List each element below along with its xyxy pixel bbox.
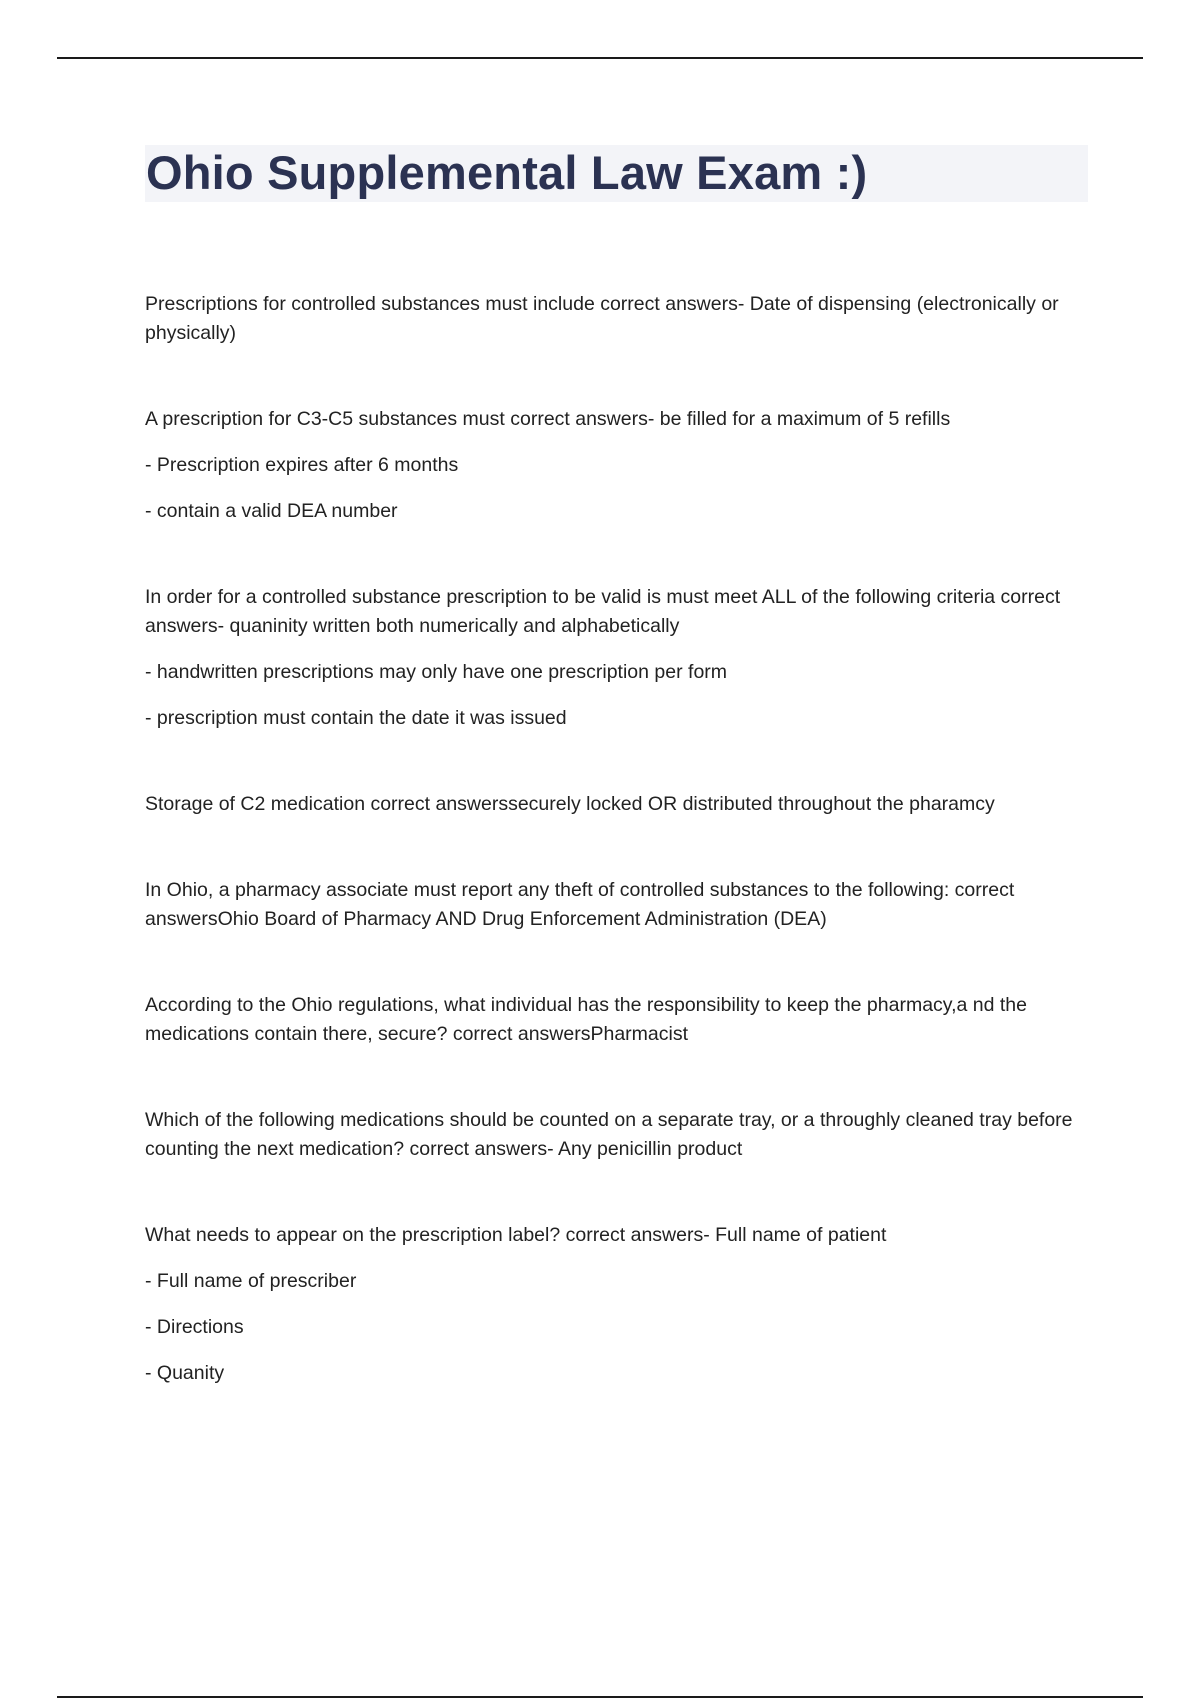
qa-entry-6 — [145, 991, 1090, 1049]
qa-bullet: - Prescription expires after 6 months — [145, 454, 459, 476]
document-body — [145, 290, 1090, 1445]
page-title: Ohio Supplemental Law Exam :) — [146, 146, 868, 199]
qa-bullet: - handwritten prescriptions may only have one prescription per form — [145, 661, 728, 683]
qa-entry-8 — [145, 1221, 1090, 1388]
qa-bullet: - Directions — [145, 1316, 244, 1338]
top-divider — [57, 57, 1143, 59]
qa-bullet: - Full name of prescriber — [145, 1270, 357, 1292]
qa-entry-1 — [145, 290, 1090, 348]
qa-entry-5 — [145, 876, 1090, 934]
qa-bullet: - prescription must contain the date it was issued — [145, 707, 567, 729]
qa-entry-7 — [145, 1106, 1090, 1164]
qa-text: Storage of C2 medication correct answerssecurely locked OR distributed throughout the pharamcy — [145, 793, 995, 815]
qa-bullet: - contain a valid DEA number — [145, 500, 398, 522]
qa-text: A prescription for C3-C5 substances must correct answers- be filled for a maximum of 5 refills — [145, 408, 951, 430]
qa-entry-2 — [145, 405, 1090, 526]
qa-entry-4 — [145, 790, 1090, 819]
qa-entry-3 — [145, 583, 1090, 733]
qa-text: Prescriptions for controlled substances must include correct answers- Date of dispensing (electronically or physically) — [145, 293, 1059, 344]
bottom-divider — [57, 1696, 1143, 1698]
qa-text: What needs to appear on the prescription label? correct answers- Full name of patient — [145, 1224, 887, 1246]
qa-text: In order for a controlled substance prescription to be valid is must meet ALL of the following criteria correct answers- quaninity written both numerically and alphabetically — [145, 586, 1061, 637]
qa-text: According to the Ohio regulations, what individual has the responsibility to keep the pharmacy,a nd the medications contain there, secure? correct answersPharmacist — [145, 994, 1027, 1045]
qa-text: Which of the following medications should be counted on a separate tray, or a throughly cleaned tray before counting the next medication? correct answers- Any penicillin product — [145, 1109, 1073, 1160]
qa-bullet: - Quanity — [145, 1362, 225, 1384]
qa-text: In Ohio, a pharmacy associate must report any theft of controlled substances to the following: correct answersOhio Board of Pharmacy AND Drug Enforcement Administration (DEA) — [145, 879, 1015, 930]
